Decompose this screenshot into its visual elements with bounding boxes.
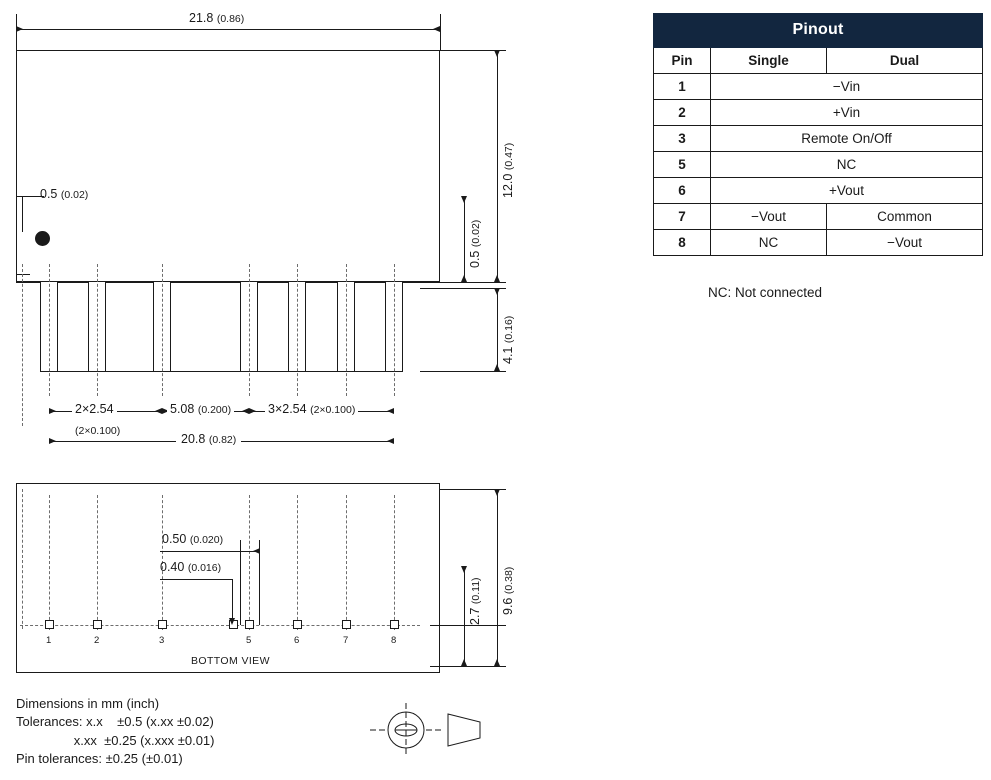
arrow-pitch-b-right [242, 408, 249, 414]
arrow-depth-inner-top [461, 566, 467, 573]
pinout-table [653, 13, 983, 256]
note-line-3: x.xx ±0.25 (x.xxx ±0.01) [16, 732, 215, 748]
dim-left-offset-mm: 0.5 [40, 187, 58, 201]
arrow-pitch-c-left [249, 408, 256, 414]
pad-label-5: 5 [246, 635, 252, 646]
dim-height-small [469, 220, 483, 268]
dim-depth-inner-inch: (0.11) [470, 577, 482, 605]
ext-line-body-bottom [440, 282, 506, 283]
pinout-cell-function: Remote On/Off [711, 126, 983, 152]
dim-pin-thick [160, 561, 221, 575]
bv-centerline-pin-8 [394, 495, 395, 630]
note-line-2: Tolerances: x.x ±0.5 (x.xx ±0.02) [16, 714, 214, 730]
pinout-cell-dual: −Vout [827, 230, 983, 256]
dim-pitch-a-inch: (2×0.100) [75, 425, 121, 437]
centerline-pin-2 [97, 264, 98, 396]
dim-left-offset [40, 188, 88, 202]
pinout-cell-pin: 8 [654, 230, 711, 256]
dim-height-body-inch: (0.47) [503, 142, 515, 171]
pin1-marker-dot [35, 231, 50, 246]
pinout-header-single: Single [711, 48, 827, 74]
arrow-bottom-lead [494, 364, 500, 371]
dim-height-body-mm: 12.0 [501, 173, 515, 198]
dim-height-small-mm: 0.5 [468, 250, 482, 268]
pinout-title: Pinout [654, 14, 983, 48]
ext-line-top-right [440, 14, 441, 50]
dim-depth-outer-mm: 9.6 [501, 597, 515, 615]
dim-pitch-a [72, 403, 117, 417]
dim-span-total [176, 433, 241, 447]
ext-line-depth-outer-top [440, 489, 506, 490]
pinout-cell-function: +Vin [711, 100, 983, 126]
pinout-header-pin: Pin [654, 48, 711, 74]
dim-depth-outer [502, 567, 516, 615]
dim-depth-inner [469, 577, 483, 625]
dim-lead-length-inch: (0.16) [503, 315, 515, 344]
ext-line-offset [16, 186, 17, 196]
pinout-cell-function: NC [711, 152, 983, 178]
pinout-cell-pin: 7 [654, 204, 711, 230]
dim-top-width [185, 12, 248, 26]
pinout-cell-single: NC [711, 230, 827, 256]
pinout-header-dual: Dual [827, 48, 983, 74]
bottom-view-label: BOTTOM VIEW [191, 655, 270, 667]
dim-lead-length-mm: 4.1 [501, 346, 515, 364]
first-angle-projection-symbol [370, 700, 520, 760]
bv-horizontal-centerline [20, 625, 420, 626]
centerline-pin-5 [249, 264, 250, 396]
dim-depth-inner-mm: 2.7 [468, 607, 482, 625]
body-bottom-edge [16, 282, 440, 283]
centerline-pin-1 [49, 264, 50, 396]
dim-left-offset-inch: (0.02) [60, 189, 89, 201]
dim-line-top-width [16, 29, 440, 30]
pad-pin-3 [158, 620, 167, 629]
pad-pin-5 [245, 620, 254, 629]
centerline-pin-6 [297, 264, 298, 396]
pinout-cell-pin: 6 [654, 178, 711, 204]
pin-thick-leader [232, 579, 233, 623]
dim-line-lead-length [497, 288, 498, 371]
ext-line-top-left [16, 14, 17, 50]
bv-centerline-pin-7 [346, 495, 347, 630]
table-row [654, 178, 983, 204]
arrow-top-height-small [461, 196, 467, 203]
pinout-cell-dual: Common [827, 204, 983, 230]
arrow-pitch-a-left [49, 408, 56, 414]
pad-pin-6 [293, 620, 302, 629]
dim-line-height-small [464, 196, 465, 282]
pad-pin-2 [93, 620, 102, 629]
pinout-cell-single: −Vout [711, 204, 827, 230]
arrow-pitch-c-right [387, 408, 394, 414]
ext-line-body-top [440, 50, 506, 51]
pinout-cell-function: −Vin [711, 74, 983, 100]
dim-pin-width-mm: 0.50 [162, 532, 187, 546]
dim-top-width-inch: (0.86) [216, 13, 245, 25]
arrow-right-top-width [433, 26, 440, 32]
dim-depth-outer-inch: (0.38) [503, 566, 515, 595]
note-line-1: Dimensions in mm (inch) [16, 696, 160, 711]
centerline-pin-8 [394, 264, 395, 396]
pad-label-6: 6 [294, 635, 300, 646]
lead-bottom-line [40, 371, 403, 372]
arrow-depth-inner-bottom [461, 659, 467, 666]
offset-drop-line [22, 196, 23, 232]
dim-pitch-c [265, 403, 358, 417]
dim-span-total-inch: (0.82) [208, 434, 237, 446]
ext-line-depth-inner [430, 625, 506, 626]
arrow-top-lead [494, 288, 500, 295]
dim-pin-thick-mm: 0.40 [160, 560, 185, 574]
bv-centerline-pin-2 [97, 495, 98, 630]
dim-pitch-b [167, 403, 234, 417]
pad-label-2: 2 [94, 635, 100, 646]
dim-pitch-b-inch: (0.200) [197, 404, 232, 416]
dim-pitch-a-mm: 2×2.54 [75, 402, 114, 416]
arrow-left-top-width [16, 26, 23, 32]
pad-pin-8 [390, 620, 399, 629]
body-notch-line [16, 274, 30, 275]
dim-line-depth-outer [497, 489, 498, 666]
pad-pin-7 [342, 620, 351, 629]
arrow-bottom-height-small [461, 275, 467, 282]
ext-line-bottom-edge [430, 666, 506, 667]
table-row [654, 100, 983, 126]
dim-pitch-b-mm: 5.08 [170, 402, 195, 416]
dim-pitch-a-inch-wrap [72, 424, 123, 438]
dim-pin-width-inch: (0.020) [189, 534, 224, 546]
ext-line-lead-bottom [420, 371, 506, 372]
dim-height-body [502, 143, 516, 198]
side-view-body [16, 50, 440, 282]
arrow-depth-outer-bottom [494, 659, 500, 666]
dim-pitch-c-inch: (2×0.100) [310, 404, 356, 416]
bv-centerline-left-edge [22, 489, 23, 629]
pinout-cell-pin: 2 [654, 100, 711, 126]
dim-pin-thick-inch: (0.016) [187, 562, 222, 574]
pad-label-7: 7 [343, 635, 349, 646]
dim-pitch-c-mm: 3×2.54 [268, 402, 307, 416]
pinout-cell-pin: 5 [654, 152, 711, 178]
bv-centerline-pin-6 [297, 495, 298, 630]
dim-span-total-mm: 20.8 [181, 432, 206, 446]
pin-width-ext-left [240, 540, 241, 625]
table-row [654, 204, 983, 230]
dim-line-pin-thick [160, 579, 232, 580]
pinout-note: NC: Not connected [708, 285, 823, 300]
table-row [654, 230, 983, 256]
dim-top-width-mm: 21.8 [189, 11, 214, 25]
pad-label-8: 8 [391, 635, 397, 646]
dim-pin-width [162, 533, 223, 547]
dim-height-small-inch: (0.02) [470, 219, 482, 248]
pinout-cell-pin: 3 [654, 126, 711, 152]
dim-line-height-body [497, 50, 498, 282]
dim-line-depth-inner [464, 566, 465, 666]
centerline-left-edge [22, 264, 23, 426]
arrow-bottom-height-body [494, 275, 500, 282]
pad-label-3: 3 [159, 635, 165, 646]
arrow-top-height-body [494, 50, 500, 57]
notes-block [16, 695, 215, 769]
dim-line-pin-width [160, 551, 260, 552]
pad-label-1: 1 [46, 635, 52, 646]
pinout-cell-function: +Vout [711, 178, 983, 204]
centerline-pin-3 [162, 264, 163, 396]
pin-width-ext-right [259, 540, 260, 625]
bv-centerline-pin-5 [249, 495, 250, 630]
bottom-view-outline [16, 483, 440, 673]
arrow-depth-outer-top [494, 489, 500, 496]
arrow-pitch-a-right [155, 408, 162, 414]
table-row [654, 126, 983, 152]
table-row [654, 74, 983, 100]
dim-lead-length [502, 316, 516, 364]
pad-pin-1 [45, 620, 54, 629]
ext-line-lead-top [420, 288, 506, 289]
note-line-4: Pin tolerances: ±0.25 (±0.01) [16, 751, 183, 767]
arrow-span-total-left [49, 438, 56, 444]
table-row [654, 152, 983, 178]
pinout-cell-pin: 1 [654, 74, 711, 100]
arrow-span-total-right [387, 438, 394, 444]
centerline-pin-7 [346, 264, 347, 396]
bv-centerline-pin-1 [49, 495, 50, 630]
arrow-pin-thick [229, 618, 235, 625]
